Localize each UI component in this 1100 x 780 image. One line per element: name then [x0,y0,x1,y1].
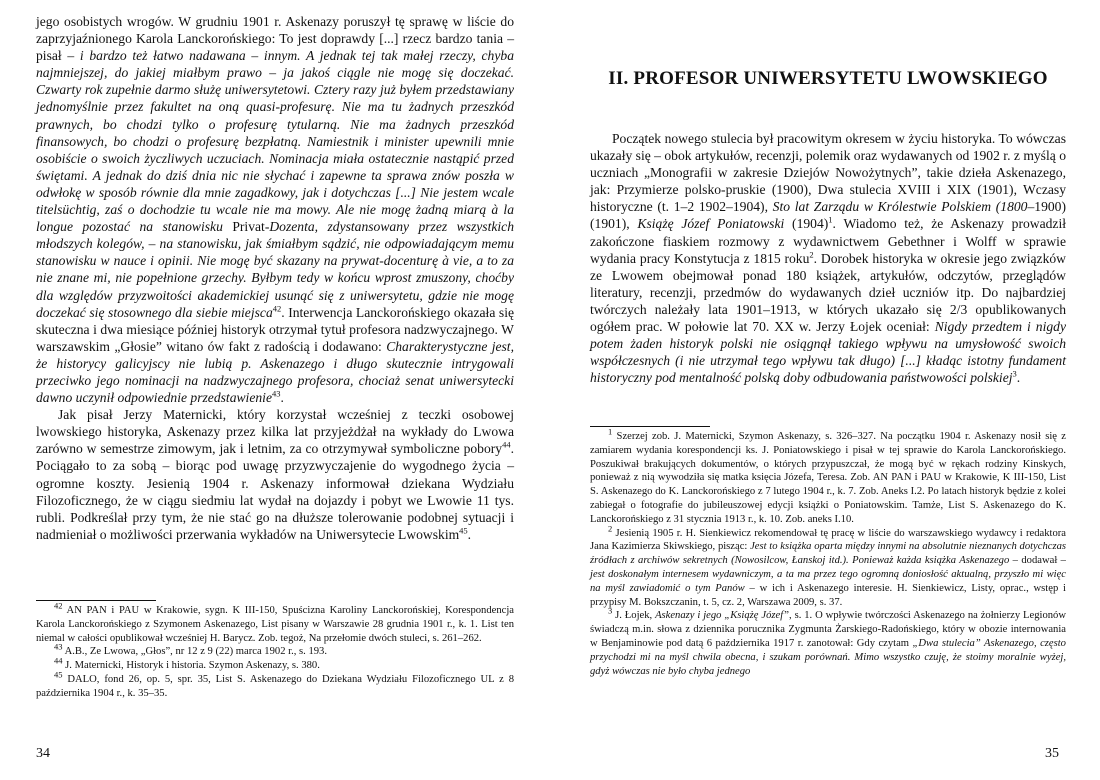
right-page-body-text [590,130,1066,386]
footnote-ref: 1 [828,214,833,225]
footnote [36,669,514,701]
text-run: Początek nowego stulecia był pracowitym okresem w życiu historyka. To wówczas ukazały się – obok artykułów, recenzji, polemik oraz wydawanych od 1902 r. z myślą o uczniach „Monografii w zakresie Dziejów Nowożytnych”, takie dzieła Askenazego, jak: Przymierze polsko-pruskie (1900), Dwa stulecia XVIII i XIX (1901), Wczasy historyczne (t. 1–2 1902–1904), [590,131,1066,215]
text-run: . Wiadomo też, że Askenazy prowadził zakończone fiaskiem rozmowy z wydawnictwem Gebethner i Wolff w sprawie wydania pracy Konstytucja z 1815 roku [590,216,1067,266]
text-run: Jak pisał Jerzy Maternicki, który korzystał wcześniej z teczki osobowej lwowskiego historyka, Askenazy przez kilka lat przyjeżdżał na wykłady do Lwowa zarówno w semestrze zimowym, jak i letnim, za co otrzymywał symboliczne pobory [36,407,514,457]
footnote [36,600,514,645]
footnote-ref: 44 [502,439,511,450]
left-page-body-text [36,13,514,543]
text-run: . Interwencja Lanckorońskiego okazała się skuteczna i dwa miesiące później historyk otrzymał tytuł profesora nadzwyczajnego. W warszawskim „Głosie” witano ów fakt z radością i dodawano: [36,304,515,354]
text-run: , s. 1. O wpływie twórczości Askenazego na żołnierzy Legionów świadczą m.in. słowa z dziennika porucznika Zygmunta Żarskiego-Radońskiego, który w obozie internowania w Benjaminowie pod datą 6 października 1917 r. zanotował: Gdy czytam [590,610,1066,649]
text-run: Jesienią 1905 r. H. Sienkiewicz rekomendował tę pracę w liście do warszawskiego wydawcy i redaktora Jana Kazimierza Skiwskiego, pisząc: [590,527,1066,553]
text-run: . [467,526,472,542]
italic-text-run: Charakterystyczne jest, że historycy galicyjscy nie lubią p. Askenazego i długo skutecznie intrygowali przeciwko jego nominacji na nadzwyczajnego profesora, chociaż senat uniwersytecki dawno uczynił odpowiednie przedstawienie [36,338,514,406]
page-number-left: 34 [36,746,50,761]
paragraph [36,406,514,543]
text-run: (1904) [784,216,829,232]
page-number-right: 35 [1045,746,1059,761]
text-run: J. Łojek, [612,610,656,622]
text-run: . Dorobek historyka w okresie jego związków ze Lwowem obejmował ponad 180 książek, artykułów, odczytów, przeglądów literatury, recenzji, przedmów do wydawanych dzieł uczniów itp. Do najbardziej twórczych należały lata 1901–1913, w których ukazało się 2/3 opublikowanych ogółem prac. W połowie lat 70. XX w. Jerzy Łojek oceniał: [590,250,1066,335]
text-run: J. Maternicki, Historyk i historia. Szymon Askenazy, s. 380. [62,660,320,672]
footnote-ref: 44 [54,655,63,666]
left-page-footnotes [36,600,514,701]
italic-text-run: -Dozenta, zdystansowany przez wszystkich młodszych kolegów, – na stanowisku, jak śmiałbym sądzić, nie odpowiadającym memu stanowisku w nauce i opinii. Nie mogę być skazany na prywat-docenturę à vie, a to za nie znane mi, nie popełnione grzechy. Byłbym tedy w końcu wprost zmuszony, choćby dla względów przyzwoitości akademickiej usunąć się z uniwersytetu, gdzie nie mogę doczekać się stosownego dla siebie miejsca [36,219,514,320]
text-run: AN PAN i PAU w Krakowie, sygn. K III-150, Spuścizna Karoliny Lanckorońskiej, Korespondencja Karola Lanckorońskiego z Szymonem Askenazego, List pisany w Warszawie 28 grudnia 1901 r., k. 1. List ten niemal w całości opublikował wcześniej H. Barycz. Zob. tegoż, Na przełomie dwóch stuleci, s. 261–262. [36,605,514,644]
italic-text-run: Książę Józef Poniatowski [637,216,785,232]
italic-text-run: Nigdy przedtem i nigdy potem żaden historyk polski nie osiągnął takiego wpływu na umysłowość swoich współczesnych (i nie utrzymał tego wpływu tak długo) [...] kładąc istotny fundament historyczny pod mentalność polską doby odbudowania państwowości polskiej [590,319,1066,386]
footnote-ref: 45 [54,669,63,680]
text-run: . Pociągało to za sobą – biorąc pod uwagę przyzwyczajenie do wygodnego życia – ogromne koszty. Jesienią 1904 r. Askenazy informował dziekana Wydziału Filozoficznego, że w ciągu siedmiu lat wydał na dojazdy i pobyt we Lwowie 11 tys. rubli. Podkreślał przy tym, że nie stać go na dłuższe tolerowanie podobnej sytuacji i nadmieniał o możliwości przerwania wykładów na Uniwersytecie Lwowskim [36,441,514,542]
text-run: . [1016,370,1021,386]
italic-text-run: Sto lat Zarządu w Królestwie Polskiem (1800 [772,199,1028,215]
chapter-title: II. PROFESOR UNIWERSYTETU LWOWSKIEGO [608,68,1048,89]
italic-text-run: Askenazy i jego „Książę Józef” [655,610,790,622]
footnote-ref: 3 [608,605,613,616]
footnote-ref: 45 [459,525,468,536]
footnote-ref: 2 [608,523,613,534]
footnote-ref: 42 [54,600,63,611]
italic-text-run: „Dwa stulecia” Askenazego, często przychodzi mi na myśl chwila obecna, i szukam porównań. Mimo wszystko czuję, że stoimy moralnie wyżej, gdyż wówczas nie było chyba jednego [590,637,1066,677]
italic-text-run: jest doskonałym internesem wydawniczym, a ta ma przez tego ogromną doniosłość aktualną, przyszło mi więc na myśl zawiadomić o tym Panów [590,568,1066,594]
text-run: . [280,390,284,406]
footnote-ref: 3 [1012,368,1017,379]
text-run: jego osobistych wrogów. W grudniu 1901 r. Askenazy poruszył tę sprawę w liście do zaprzyjaźnionego Karola Lanckorońskiego: To jest doprawdy [...] rzecz bardzo tania – pisał – [36,14,514,64]
text-run: –1900) (1901), [590,199,1066,232]
text-run: Szerzej zob. J. Maternicki, Szymon Askenazy, s. 326–327. Na początku 1904 r. Askenazy nosił się z zamiarem wydania korespondencji ks. J. Poniatowskiego i pisał w tej sprawie do Karola Lanckorońskiego. Poszukiwał brakujących dokumentów, o których przypuszczał, że mogą być w rękach rodziny Kinskych, ponieważ z nią wywodziła się matka księcia Józefa, Teresa. Zob. AN PAN i PAU w Krakowie, K III-150, List S. Askenazego do K. Lanckorońskiego z 7 lutego 1904 r., k. 7. Zob. Aneks I.2. Po latach historyk będzie z kolei zabiegał o fotografie do jubileuszowej edycji książki o Poniatowskim. Tamże, List S. Askenazego do K. Lanckorońskiego z 31 stycznia 1913 r., k. 10. Zob. aneks I.10. [590,431,1066,525]
footnote-ref: 1 [608,426,613,437]
footnote-ref: 42 [272,303,282,314]
footnote [36,641,514,659]
footnote [590,426,1066,527]
footnote-ref: 43 [54,641,63,652]
footnote [590,523,1067,610]
text-run: – dodawał – [1009,555,1066,567]
paragraph [590,130,1066,386]
paragraph [36,13,514,406]
footnote [590,605,1066,678]
text-run: Privat [232,219,265,235]
footnote [36,655,514,673]
text-run: A.B., Ze Lwowa, „Głos”, nr 12 z 9 (22) marca 1902 r., s. 193. [62,646,327,658]
italic-text-run: i bardzo też łatwo nadawana – innym. A jednak tej tak małej rzeczy, chyba najmniejszej, do jakiej miałbym prawo – ja jakoś ciągle nie mogę się doczekać. Czwarty rok zupełnie darmo służę uniwersytetowi. Cztery razy już byłem przedstawiany jednomyślnie przez fakultet na oną quasi-profesurę. Nie ma tu żadnych przeszkód prawnych, bo chodzi tylko o profesurę tytularną. Nie ma żadnych przeszkód finansowych, bo chodzi o profesurę bezpłatną. Namiestnik i minister upewnili mnie osobiście o swoich życzliwych uczuciach. Nominacja miała ostatecznie nastąpić przed świętami. A jednak do dziś dnia nic nie słychać i zapewne ta sprawa znów poszła w odwłokę w sposób równie dla mnie zagadkowy, jak i dotychczas [...] [36,48,514,200]
right-page-footnotes [590,426,1067,678]
text-run: DALO, fond 26, op. 5, spr. 35, List S. Askenazego do Dziekana Wydziału Filozoficznego UL z 8 października 1904 r., k. 35–35. [36,673,514,699]
text-run: – w ich i Askenazego interesie. H. Sienkiewicz, Listy, oprac., wstęp i przypisy M. Bokszczanin, t. 5, cz. 2, Warszawa 2009, s. 37. [590,582,1066,608]
footnote-ref: 2 [809,249,814,260]
italic-text-run: Nie jestem wcale titelsüchtig, zaś o dochodzie tu wcale nie ma mowy. Ale nie mogę żadną miarą à la longue pozostać na stanowisku [36,184,514,235]
footnote-ref: 43 [271,388,281,399]
italic-text-run: Jest to książka oparta między innymi na absolutnie nieznanych dotychczas źródłach z archiwów sekretnych (Nowosilcow, Łanskoj itd.). Ponieważ każda książka Askenazego [590,541,1067,567]
